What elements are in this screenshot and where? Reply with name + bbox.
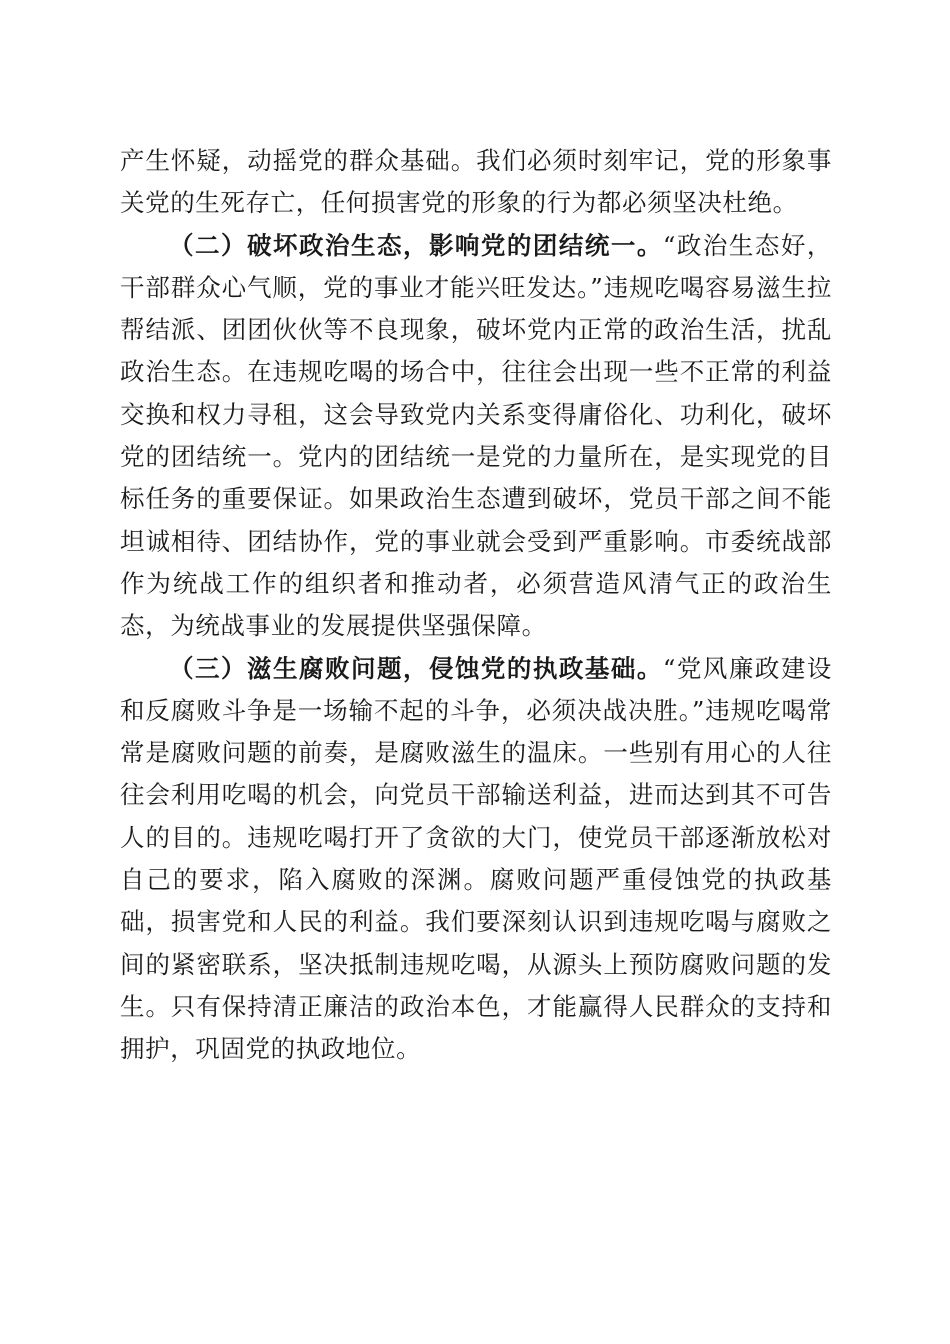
paragraph-text: “政治生态好，干部群众心气顺，党的事业才能兴旺发达。”违规吃喝容易滋生拉帮结派、团团伙伙等不良现象，破坏党内正常的政治生活，扰乱政治生态。在违规吃喝的场合中，往往会出现一些不正常的利益交换和权力寻租，这会导致党内关系变得庸俗化、功利化，破坏党的团结统一。党内的团结统一是党的力量所在，是实现党的目标任务的重要保证。如果政治生态遭到破坏，党员干部之间不能坦诚相待、团结协作，党的事业就会受到严重影响。市委统战部作为统战工作的组织者和推动者，必须营造风清气正的政治生态，为统战事业的发展提供坚强保障。 [120,230,832,641]
paragraph-text: “党风廉政建设和反腐败斗争是一场输不起的斗争，必须决战决胜。”违规吃喝常常是腐败问题的前奏，是腐败滋生的温床。一些别有用心的人往往会利用吃喝的机会，向党员干部输送利益，进而达到其不可告人的目的。违规吃喝打开了贪欲的大门，使党员干部逐渐放松对自己的要求，陷入腐败的深渊。腐败问题严重侵蚀党的执政基础，损害党和人民的利益。我们要深刻认识到违规吃喝与腐败之间的紧密联系，坚决抵制违规吃喝，从源头上预防腐败问题的发生。只有保持清正廉洁的政治本色，才能赢得人民群众的支持和拥护，巩固党的执政地位。 [120,653,832,1064]
paragraph-continuation [120,140,832,225]
document-body [120,140,832,1071]
section-heading-3: （三）滋生腐败问题，侵蚀党的执政基础。 [169,653,663,683]
paragraph-section-3 [120,648,832,1071]
paragraph-section-2 [120,225,832,648]
paragraph-text: 产生怀疑，动摇党的群众基础。我们必须时刻牢记，党的形象事关党的生死存亡，任何损害党的形象的行为都必须坚决杜绝。 [120,146,832,218]
section-heading-2: （二）破坏政治生态，影响党的团结统一。 [169,230,663,260]
